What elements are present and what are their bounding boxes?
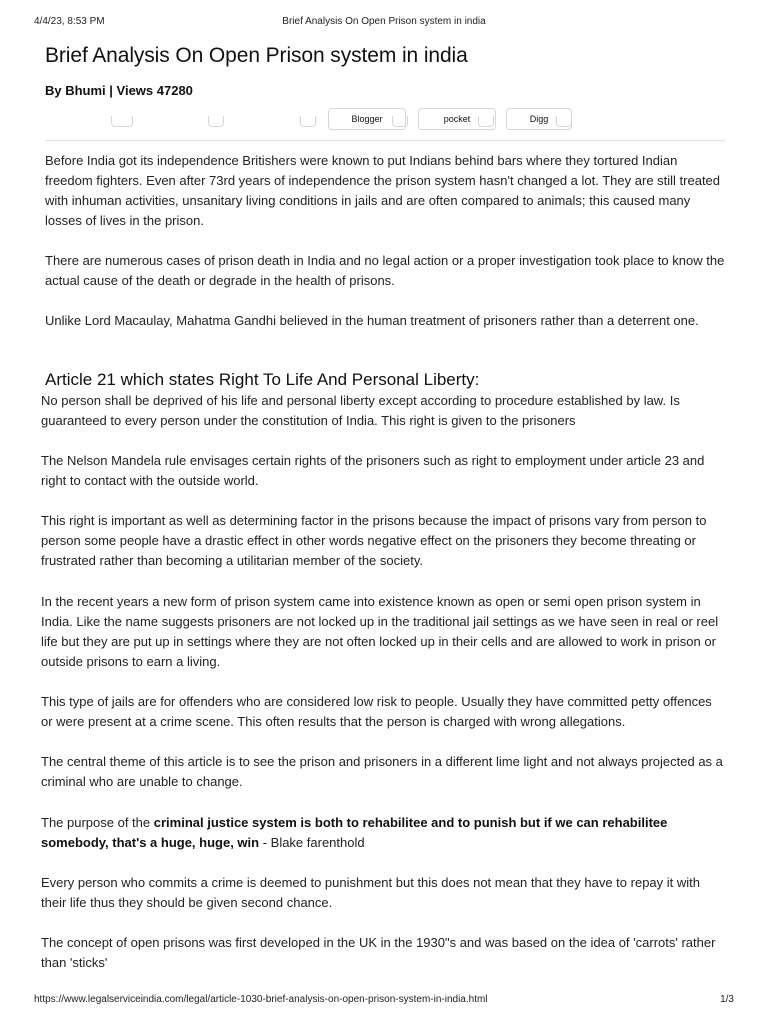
paragraph: The Nelson Mandela rule envisages certain rights of the prisoners such as right to employment under article 23 and right to contact with the outside world.	[41, 453, 705, 488]
quote-attribution: - Blake farenthold	[259, 835, 365, 850]
page-url: https://www.legalserviceindia.com/legal/article-1030-brief-analysis-on-open-prison-system-in-india.html	[34, 994, 488, 1005]
paragraph: Every person who commits a crime is deemed to punishment but this does not mean that they have to repay it with their life thus they should be given second chance.	[41, 875, 700, 910]
share-button-empty[interactable]	[556, 116, 572, 127]
paragraph: Before India got its independence Britishers were known to put Indians behind bars where they tortured Indian freedom fighters. Even after 73rd years of independence the prison system hasn't changed a lot. They are still treated with inhuman activities, unsanitary living conditions in jails and are often compared to animals; this caused many losses of lives in the prison.	[45, 153, 721, 228]
paragraph: No person shall be deprived of his life and personal liberty except according to procedure established by law. Is guaranteed to every person under the constitution of India. This right is given to the prisoners	[41, 393, 680, 428]
print-datetime: 4/4/23, 8:53 PM	[34, 16, 105, 27]
paragraph: This right is important as well as determining factor in the prisons because the impact of prisons vary from person to person some people have a drastic effect in other words negative effect on the prisoners they become threating or frustrated rather than becoming a utilitarian member of the society.	[41, 513, 707, 568]
share-bar	[45, 108, 725, 132]
paragraph: This type of jails are for offenders who are considered low risk to people. Usually they have committed petty offences or were present at a crime scene. This often results that the person is charged with wrong allegations.	[41, 694, 712, 729]
page-number: 1/3	[720, 994, 734, 1005]
quote-prefix: The purpose of the	[41, 815, 154, 830]
share-digg-button[interactable]: Digg	[506, 108, 572, 130]
quote-bold-text: criminal justice system is both to rehabilitee and to punish but if we can rehabilitee somebody, that's a huge, huge, win	[41, 815, 668, 850]
print-header	[34, 16, 734, 30]
paragraph: The central theme of this article is to see the prison and prisoners in a different lime light and not always projected as a criminal who are unable to change.	[41, 754, 723, 789]
quote-paragraph	[41, 813, 725, 853]
share-button-empty[interactable]	[392, 116, 408, 127]
paragraph: The concept of open prisons was first developed in the UK in the 1930"s and was based on the idea of 'carrots' rather than 'sticks'	[41, 935, 716, 970]
share-button-empty[interactable]	[300, 116, 316, 127]
share-button-empty[interactable]	[111, 116, 133, 127]
paragraph: There are numerous cases of prison death in India and no legal action or a proper investigation took place to know the actual cause of the death or degrade in the health of prisons.	[45, 253, 725, 288]
print-title: Brief Analysis On Open Prison system in india	[282, 16, 486, 27]
divider	[45, 140, 725, 141]
share-button-empty[interactable]	[208, 116, 224, 127]
article-title: Brief Analysis On Open Prison system in india	[45, 44, 468, 67]
paragraph: Unlike Lord Macaulay, Mahatma Gandhi believed in the human treatment of prisoners rather than a deterrent one.	[45, 313, 699, 328]
share-pocket-button[interactable]: pocket	[418, 108, 496, 130]
article-byline: By Bhumi | Views 47280	[45, 83, 193, 98]
print-footer	[34, 994, 734, 1008]
section-heading: Article 21 which states Right To Life And Personal Liberty:	[45, 370, 480, 389]
share-button-empty[interactable]	[478, 116, 494, 127]
paragraph: In the recent years a new form of prison system came into existence known as open or semi open prison system in India. Like the name suggests prisoners are not locked up in the traditional jail settings as we have seen in real or reel life but they are put up in settings where they are not often locked up in their cells and are allowed to work in prison or outside prisons to earn a living.	[41, 594, 719, 669]
share-blogger-button[interactable]: Blogger	[328, 108, 406, 130]
